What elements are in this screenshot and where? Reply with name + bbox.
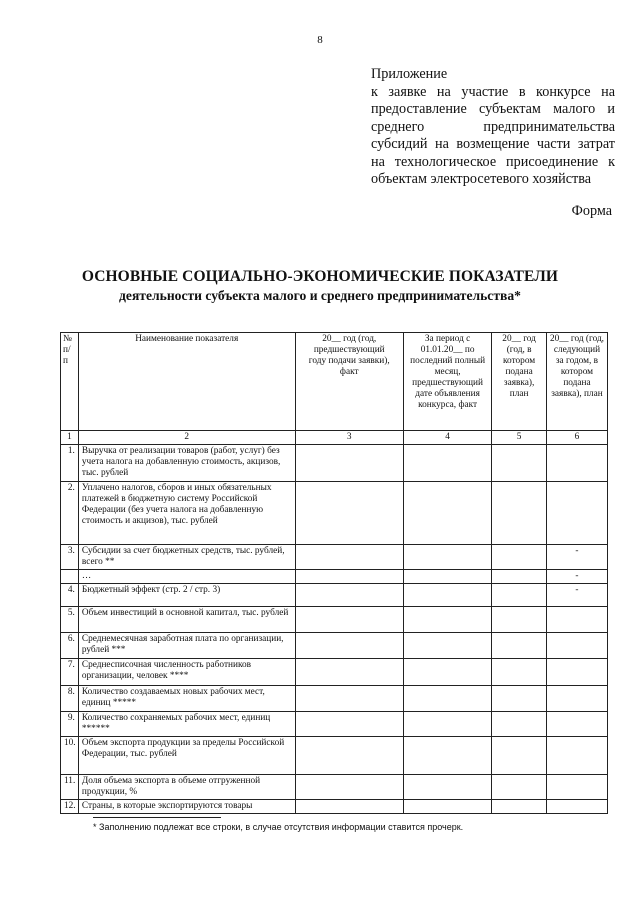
cell-prev-year [295, 584, 403, 607]
row-name: Количество создаваемых новых рабочих мест, единиц ***** [78, 686, 295, 712]
cell-next-year [546, 800, 607, 814]
row-number: 3. [61, 545, 79, 570]
table-row [61, 686, 608, 712]
header-next-year: 20__ год (год, следующий за годом, в котором подана заявка), план [546, 333, 607, 431]
row-name: Доля объема экспорта в объеме отгруженной продукции, % [78, 775, 295, 800]
cell-current-year [492, 633, 547, 659]
cell-next-year: - [546, 584, 607, 607]
cell-current-year [492, 545, 547, 570]
cell-current-year [492, 659, 547, 686]
cell-prev-year [295, 482, 403, 545]
row-name: … [78, 570, 295, 584]
cell-next-year [546, 737, 607, 775]
cell-current-year [492, 584, 547, 607]
footnote-divider [93, 817, 221, 818]
row-number: 9. [61, 712, 79, 737]
cell-next-year [546, 712, 607, 737]
row-number: 8. [61, 686, 79, 712]
table-row [61, 775, 608, 800]
cell-period [403, 633, 491, 659]
cell-period [403, 659, 491, 686]
table-row [61, 659, 608, 686]
colnum-2: 2 [78, 431, 295, 445]
cell-period [403, 775, 491, 800]
column-number-row [61, 431, 608, 445]
header-prev-year: 20__ год (год, предшествующий году подачи заявки), факт [295, 333, 403, 431]
appendix-block [371, 66, 615, 189]
page-number: 8 [317, 34, 323, 46]
cell-current-year [492, 570, 547, 584]
row-number [61, 570, 79, 584]
cell-next-year [546, 686, 607, 712]
row-name: Объем экспорта продукции за пределы Российской Федерации, тыс. рублей [78, 737, 295, 775]
header-period: За период с 01.01.20__ по последний полный месяц, предшествующий дате объявления конкурса, факт [403, 333, 491, 431]
cell-prev-year [295, 445, 403, 482]
cell-period [403, 737, 491, 775]
cell-prev-year [295, 659, 403, 686]
cell-prev-year [295, 775, 403, 800]
cell-period [403, 545, 491, 570]
cell-prev-year [295, 570, 403, 584]
cell-prev-year [295, 737, 403, 775]
cell-next-year [546, 445, 607, 482]
cell-period [403, 607, 491, 633]
colnum-6: 6 [546, 431, 607, 445]
form-label: Форма [571, 203, 612, 219]
row-number: 6. [61, 633, 79, 659]
header-num: № п/п [61, 333, 79, 431]
table-row [61, 800, 608, 814]
table-row [61, 712, 608, 737]
cell-next-year [546, 482, 607, 545]
table-row [61, 737, 608, 775]
cell-period [403, 584, 491, 607]
table-row [61, 482, 608, 545]
cell-prev-year [295, 545, 403, 570]
cell-prev-year [295, 607, 403, 633]
cell-next-year [546, 633, 607, 659]
cell-period [403, 482, 491, 545]
cell-period [403, 800, 491, 814]
colnum-1: 1 [61, 431, 79, 445]
document-title: ОСНОВНЫЕ СОЦИАЛЬНО-ЭКОНОМИЧЕСКИЕ ПОКАЗАТЕЛИ [81, 268, 559, 285]
row-name: Выручка от реализации товаров (работ, услуг) без учета налога на добавленную стоимость, акцизов, тыс. рублей [78, 445, 295, 482]
cell-period [403, 570, 491, 584]
row-name: Количество сохраняемых рабочих мест, единиц ****** [78, 712, 295, 737]
cell-next-year: - [546, 545, 607, 570]
table-row [61, 633, 608, 659]
row-number: 1. [61, 445, 79, 482]
row-number: 12. [61, 800, 79, 814]
cell-current-year [492, 737, 547, 775]
cell-current-year [492, 800, 547, 814]
cell-prev-year [295, 633, 403, 659]
cell-prev-year [295, 800, 403, 814]
header-row [61, 333, 608, 431]
row-name: Страны, в которые экспортируются товары [78, 800, 295, 814]
cell-current-year [492, 482, 547, 545]
cell-next-year: - [546, 570, 607, 584]
cell-current-year [492, 712, 547, 737]
cell-period [403, 445, 491, 482]
row-name: Среднемесячная заработная плата по организации, рублей *** [78, 633, 295, 659]
header-current-year: 20__ год (год, в котором подана заявка), план [492, 333, 547, 431]
colnum-5: 5 [492, 431, 547, 445]
colnum-3: 3 [295, 431, 403, 445]
colnum-4: 4 [403, 431, 491, 445]
cell-prev-year [295, 686, 403, 712]
row-number: 10. [61, 737, 79, 775]
row-number: 2. [61, 482, 79, 545]
row-name: Объем инвестиций в основной капитал, тыс. рублей [78, 607, 295, 633]
header-name: Наименование показателя [78, 333, 295, 431]
row-number: 7. [61, 659, 79, 686]
table-row [61, 584, 608, 607]
table-row [61, 570, 608, 584]
appendix-title: Приложение [371, 66, 448, 82]
indicators-table [60, 332, 608, 814]
cell-period [403, 712, 491, 737]
row-number: 4. [61, 584, 79, 607]
cell-current-year [492, 607, 547, 633]
cell-next-year [546, 659, 607, 686]
cell-current-year [492, 775, 547, 800]
cell-prev-year [295, 712, 403, 737]
row-number: 11. [61, 775, 79, 800]
table-row [61, 545, 608, 570]
cell-next-year [546, 775, 607, 800]
cell-current-year [492, 686, 547, 712]
row-name: Уплачено налогов, сборов и иных обязательных платежей в бюджетную систему Российской Федерации (без учета налога на добавленную стоимость и акцизов), тыс. рублей [78, 482, 295, 545]
row-name: Среднесписочная численность работников организации, человек **** [78, 659, 295, 686]
document-subtitle: деятельности субъекта малого и среднего предпринимательства* [119, 288, 521, 303]
cell-next-year [546, 607, 607, 633]
footnote: * Заполнению подлежат все строки, в случае отсутствия информации ставится прочерк. [93, 822, 464, 832]
cell-period [403, 686, 491, 712]
appendix-text: к заявке на участие в конкурсе на предоставление субъектам малого и среднего предпринимательства субсидий на возмещение части затрат на технологическое присоединение к объектам электросетевого хозяйства [371, 83, 615, 187]
row-number: 5. [61, 607, 79, 633]
row-name: Бюджетный эффект (стр. 2 / стр. 3) [78, 584, 295, 607]
table-row [61, 607, 608, 633]
cell-current-year [492, 445, 547, 482]
row-name: Субсидии за счет бюджетных средств, тыс. рублей, всего ** [78, 545, 295, 570]
table-row [61, 445, 608, 482]
